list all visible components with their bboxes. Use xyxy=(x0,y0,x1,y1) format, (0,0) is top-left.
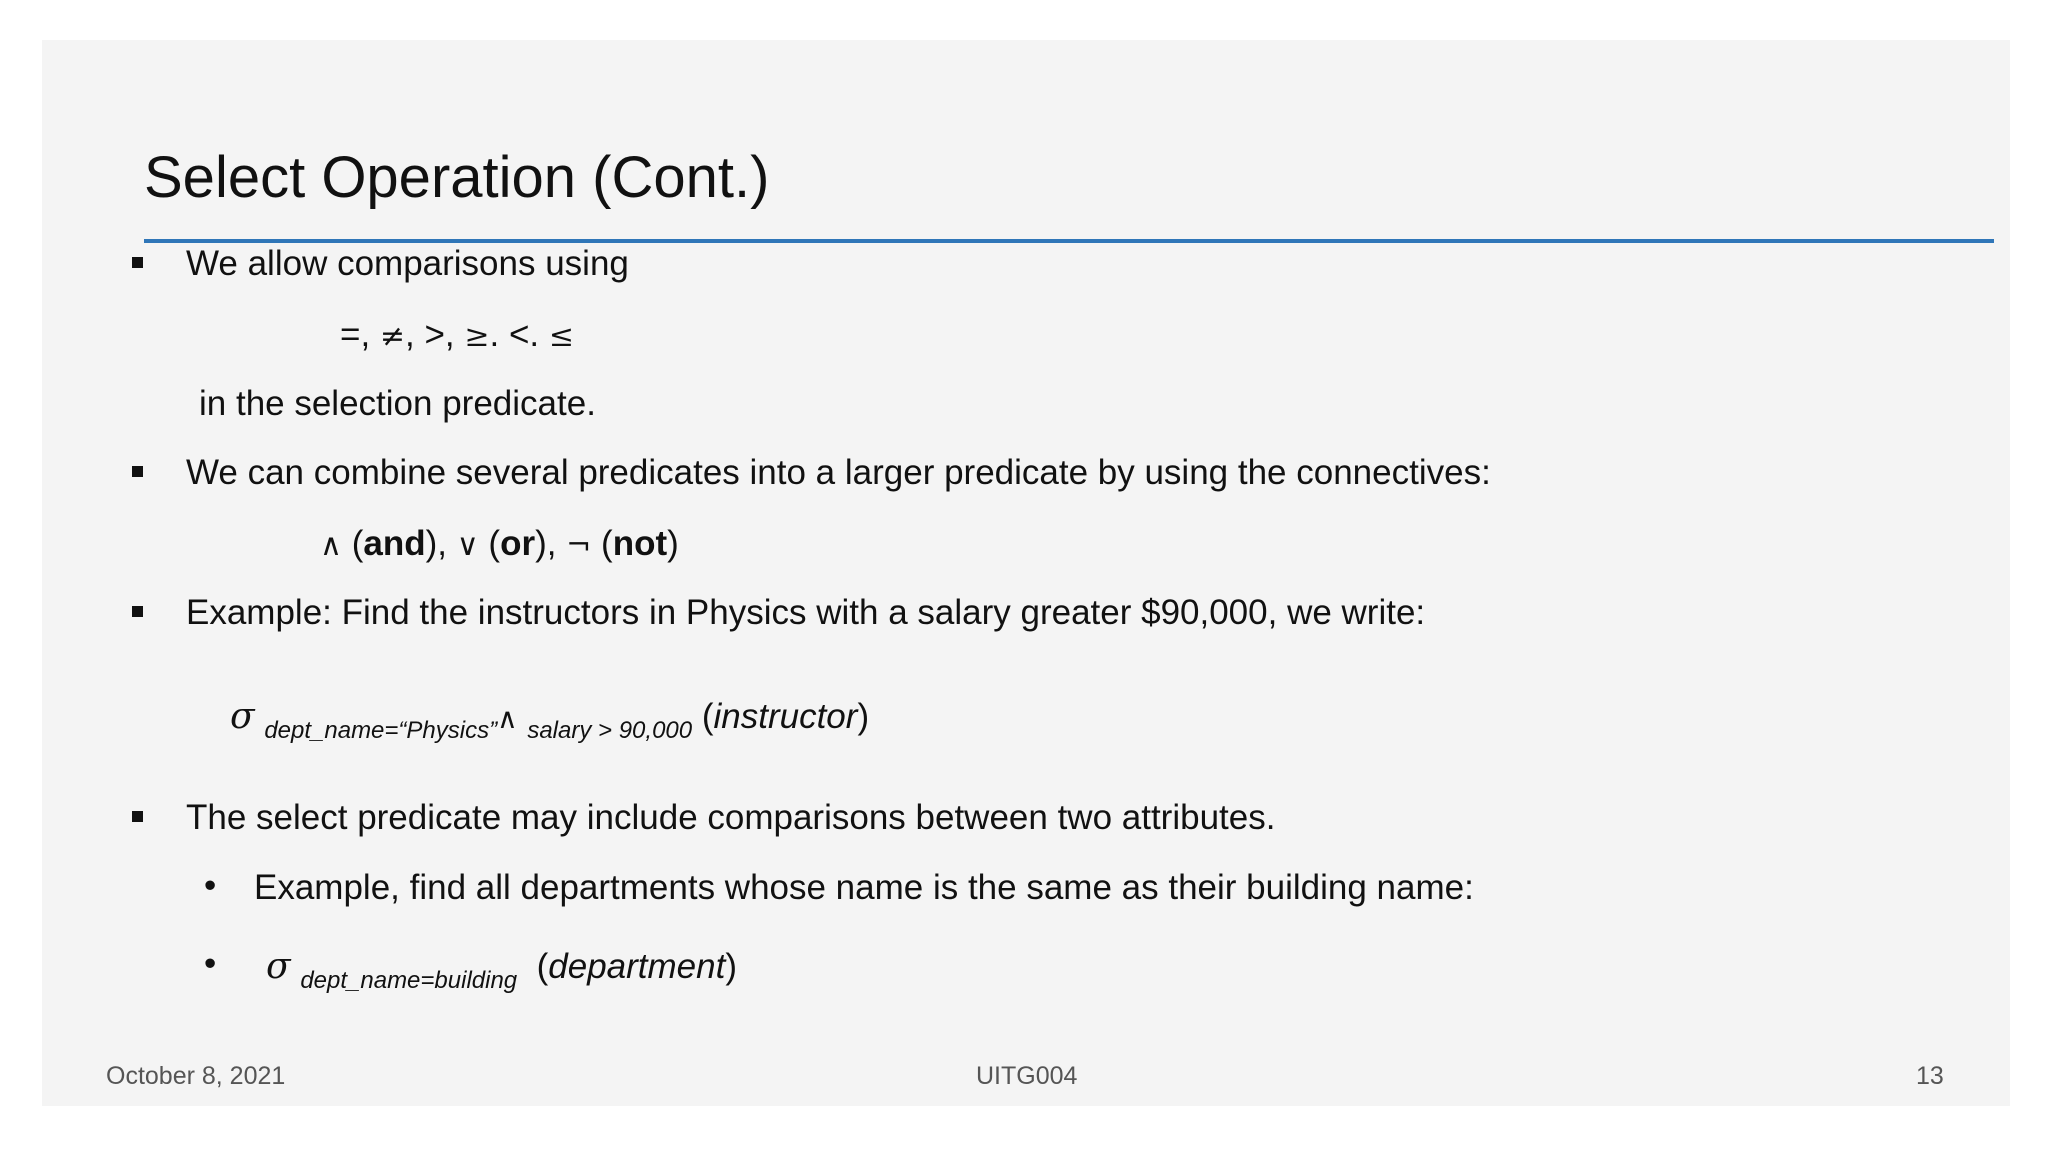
op-ne: ≠ xyxy=(379,319,406,354)
sigma-symbol: σ xyxy=(230,696,255,737)
or-word: or xyxy=(500,524,536,563)
or-symbol: ∨ xyxy=(456,528,479,563)
and-paren-close: ), xyxy=(425,524,457,563)
relation-department: department xyxy=(548,947,726,986)
or-paren-close: ), xyxy=(535,524,567,563)
not-symbol: ¬ xyxy=(566,528,592,563)
and-paren-open: ( xyxy=(341,524,364,563)
bullet-1-text: We allow comparisons using xyxy=(186,244,629,283)
footer-date: October 8, 2021 xyxy=(106,1062,286,1090)
not-paren-open: ( xyxy=(591,524,613,563)
footer-course: UITG004 xyxy=(976,1062,1078,1090)
relation-instructor: instructor xyxy=(713,697,858,736)
predicate-salary: salary > 90,000 xyxy=(527,717,693,744)
paren-close-2: ) xyxy=(725,947,737,986)
connectives-line xyxy=(320,524,679,564)
and-symbol-expr: ∧ xyxy=(497,702,518,735)
bullet-marker-4 xyxy=(132,811,143,822)
sub-bullet-marker-1: • xyxy=(204,866,217,905)
selection-expression-1 xyxy=(230,696,870,744)
op-eq: =, xyxy=(340,315,380,354)
sub-bullet-marker-2: • xyxy=(204,944,217,983)
or-paren-open: ( xyxy=(478,524,501,563)
op-le: ≤ xyxy=(548,319,574,354)
predicate-building: dept_name=building xyxy=(300,967,518,994)
bullet-1-continuation: in the selection predicate. xyxy=(199,384,596,423)
comparison-operators xyxy=(340,315,574,355)
title-underline xyxy=(144,239,1994,243)
op-ge: ≥ xyxy=(464,319,490,354)
not-paren-close: ) xyxy=(667,524,679,563)
selection-expression-2 xyxy=(266,946,737,994)
sigma-symbol-2: σ xyxy=(266,946,291,987)
not-word: not xyxy=(612,524,668,563)
and-symbol: ∧ xyxy=(320,528,342,563)
bullet-4-text: The select predicate may include comparisons between two attributes. xyxy=(186,798,1276,837)
op-lt: . <. xyxy=(489,315,549,354)
bullet-marker-1 xyxy=(132,257,143,268)
paren-open: ( xyxy=(701,697,714,736)
op-gt: , >, xyxy=(405,315,465,354)
bullet-marker-3 xyxy=(132,606,143,617)
bullet-3-text: Example: Find the instructors in Physics with a salary greater $90,000, we write: xyxy=(186,593,1426,632)
bullet-2-text: We can combine several predicates into a larger predicate by using the connectives: xyxy=(186,453,1491,492)
paren-close: ) xyxy=(857,697,870,736)
bullet-marker-2 xyxy=(132,466,143,477)
sub-bullet-1-text: Example, find all departments whose name is the same as their building name: xyxy=(254,868,1474,907)
paren-open-2: ( xyxy=(536,947,549,986)
predicate-dept: dept_name=“Physics” xyxy=(264,717,498,744)
and-word: and xyxy=(363,524,426,563)
footer-page-number: 13 xyxy=(1916,1062,1944,1090)
slide-title: Select Operation (Cont.) xyxy=(144,145,770,210)
